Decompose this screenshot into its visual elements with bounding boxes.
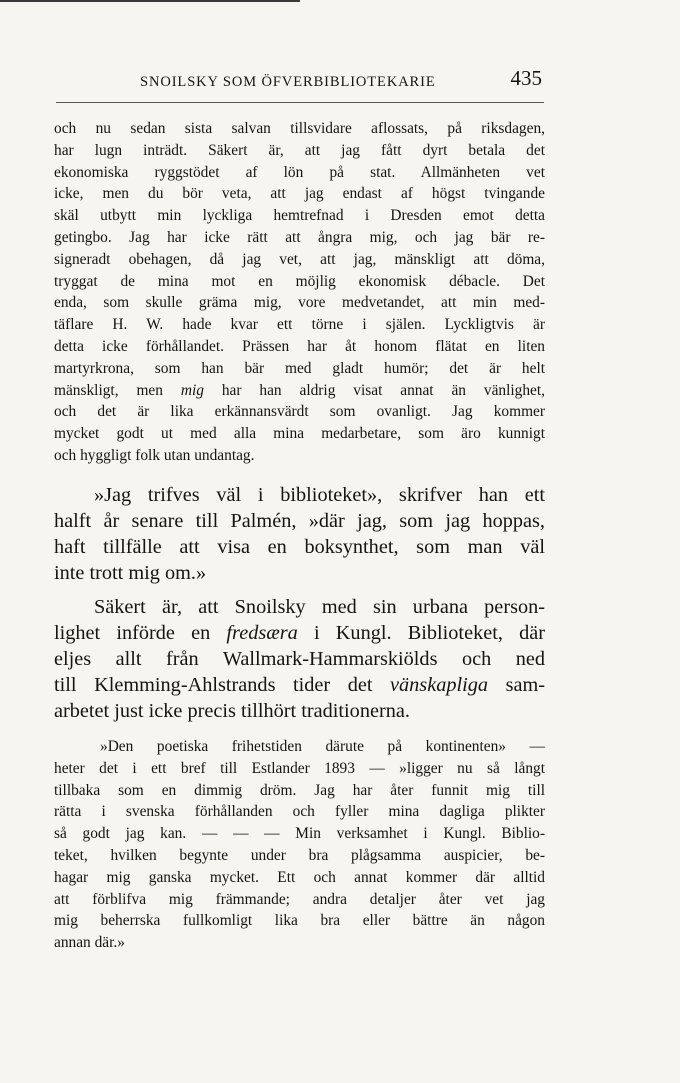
text-line: att förblifva mig främmande; andra detaljer åter vet jag xyxy=(54,890,545,908)
text-line: mig beherrska fullkomligt lika bra eller bättre än någon xyxy=(54,912,545,930)
text-line: och hyggligt folk utan undantag. xyxy=(54,446,255,464)
text-line: detta icke förhållandet. Prässen har åt honom flätat en liten xyxy=(54,337,545,355)
text-line: heter det i ett bref till Estlander 1893 — »ligger nu så långt xyxy=(54,759,545,777)
text-line: så godt jag kan. — — — Min verksamhet i Kungl. Biblio- xyxy=(54,825,545,843)
text-line: tillbaka som en dimmig dröm. Jag har åter funnit mig till xyxy=(54,781,545,799)
text-line: har lugn inträdt. Säkert är, att jag fått dyrt betala det xyxy=(54,141,545,159)
text-line: icke, men du bör veta, att jag endast af högst tvingande xyxy=(54,185,545,203)
text-line: täflare H. W. hade kvar ett törne i själen. Lyckligtvis är xyxy=(54,316,545,334)
text-line: lighet införde en fredsæra i Kungl. Biblioteket, där xyxy=(54,622,545,644)
page-number: 435 xyxy=(510,66,542,90)
text-line: rätta i svenska förhållanden och fyller mina dagliga plikter xyxy=(54,803,545,821)
paragraph-2 xyxy=(54,594,545,724)
text-line: ekonomiska ryggstödet af lön på stat. Allmänheten vet xyxy=(54,163,545,181)
page-header xyxy=(56,66,544,96)
top-edge-rule xyxy=(0,0,300,2)
text-line: hagar mig ganska mycket. Ett och annat kommer där alltid xyxy=(54,868,545,886)
letter-quote-2 xyxy=(54,736,545,954)
text-line: eljes allt från Wallmark-Hammarskiölds och ned xyxy=(54,648,545,670)
text-line: tryggat de mina mot en möjlig ekonomisk débacle. Det xyxy=(54,272,545,290)
text-line: haft tillfälle att visa en boksynthet, som man väl xyxy=(54,536,545,558)
paragraph-1 xyxy=(54,482,545,586)
text-line: annan där.» xyxy=(54,934,125,952)
text-line: getingbo. Jag har icke rätt att ångra mig, och jag bär re- xyxy=(54,228,545,246)
text-line: »Den poetiska frihetstiden därute på kontinenten» — xyxy=(100,738,545,755)
text-line: och nu sedan sista salvan tillsvidare aflossats, på riksdagen, xyxy=(54,120,545,137)
text-line: halft år senare till Palmén, »där jag, som jag hoppas, xyxy=(54,510,545,532)
text-line: mycket godt ut med alla mina medarbetare, som äro kunnigt xyxy=(54,425,545,443)
text-line: »Jag trifves väl i biblioteket», skrifver han ett xyxy=(94,484,545,506)
text-line: inte trott mig om.» xyxy=(54,562,207,584)
text-line: signeradt obehagen, då jag vet, att jag, mänskligt att döma, xyxy=(54,250,545,268)
text-line: skäl utbytt min lyckliga hemtrefnad i Dresden emot detta xyxy=(54,207,545,225)
letter-quote-1 xyxy=(54,118,545,467)
text-line: Säkert är, att Snoilsky med sin urbana person- xyxy=(94,596,545,618)
text-line: och det är lika erkännansvärdt som ovanligt. Jag kommer xyxy=(54,403,545,421)
text-line: till Klemming-Ahlstrands tider det vänskapliga sam- xyxy=(54,674,545,696)
running-head: SNOILSKY SOM ÖFVERBIBLIOTEKARIE xyxy=(140,74,436,90)
text-line: teket, hvilken begynte under bra plågsamma auspicier, be- xyxy=(54,846,545,864)
text-line: arbetet just icke precis tillhört traditionerna. xyxy=(54,700,410,722)
text-line: martyrkrona, som han bär med gladt humör; det är helt xyxy=(54,359,545,377)
text-line: mänskligt, men mig har han aldrig visat annat än vänlighet, xyxy=(54,381,546,399)
text-line: enda, som skulle gräma mig, vore medvetandet, att min med- xyxy=(54,294,545,312)
header-rule xyxy=(56,102,544,103)
